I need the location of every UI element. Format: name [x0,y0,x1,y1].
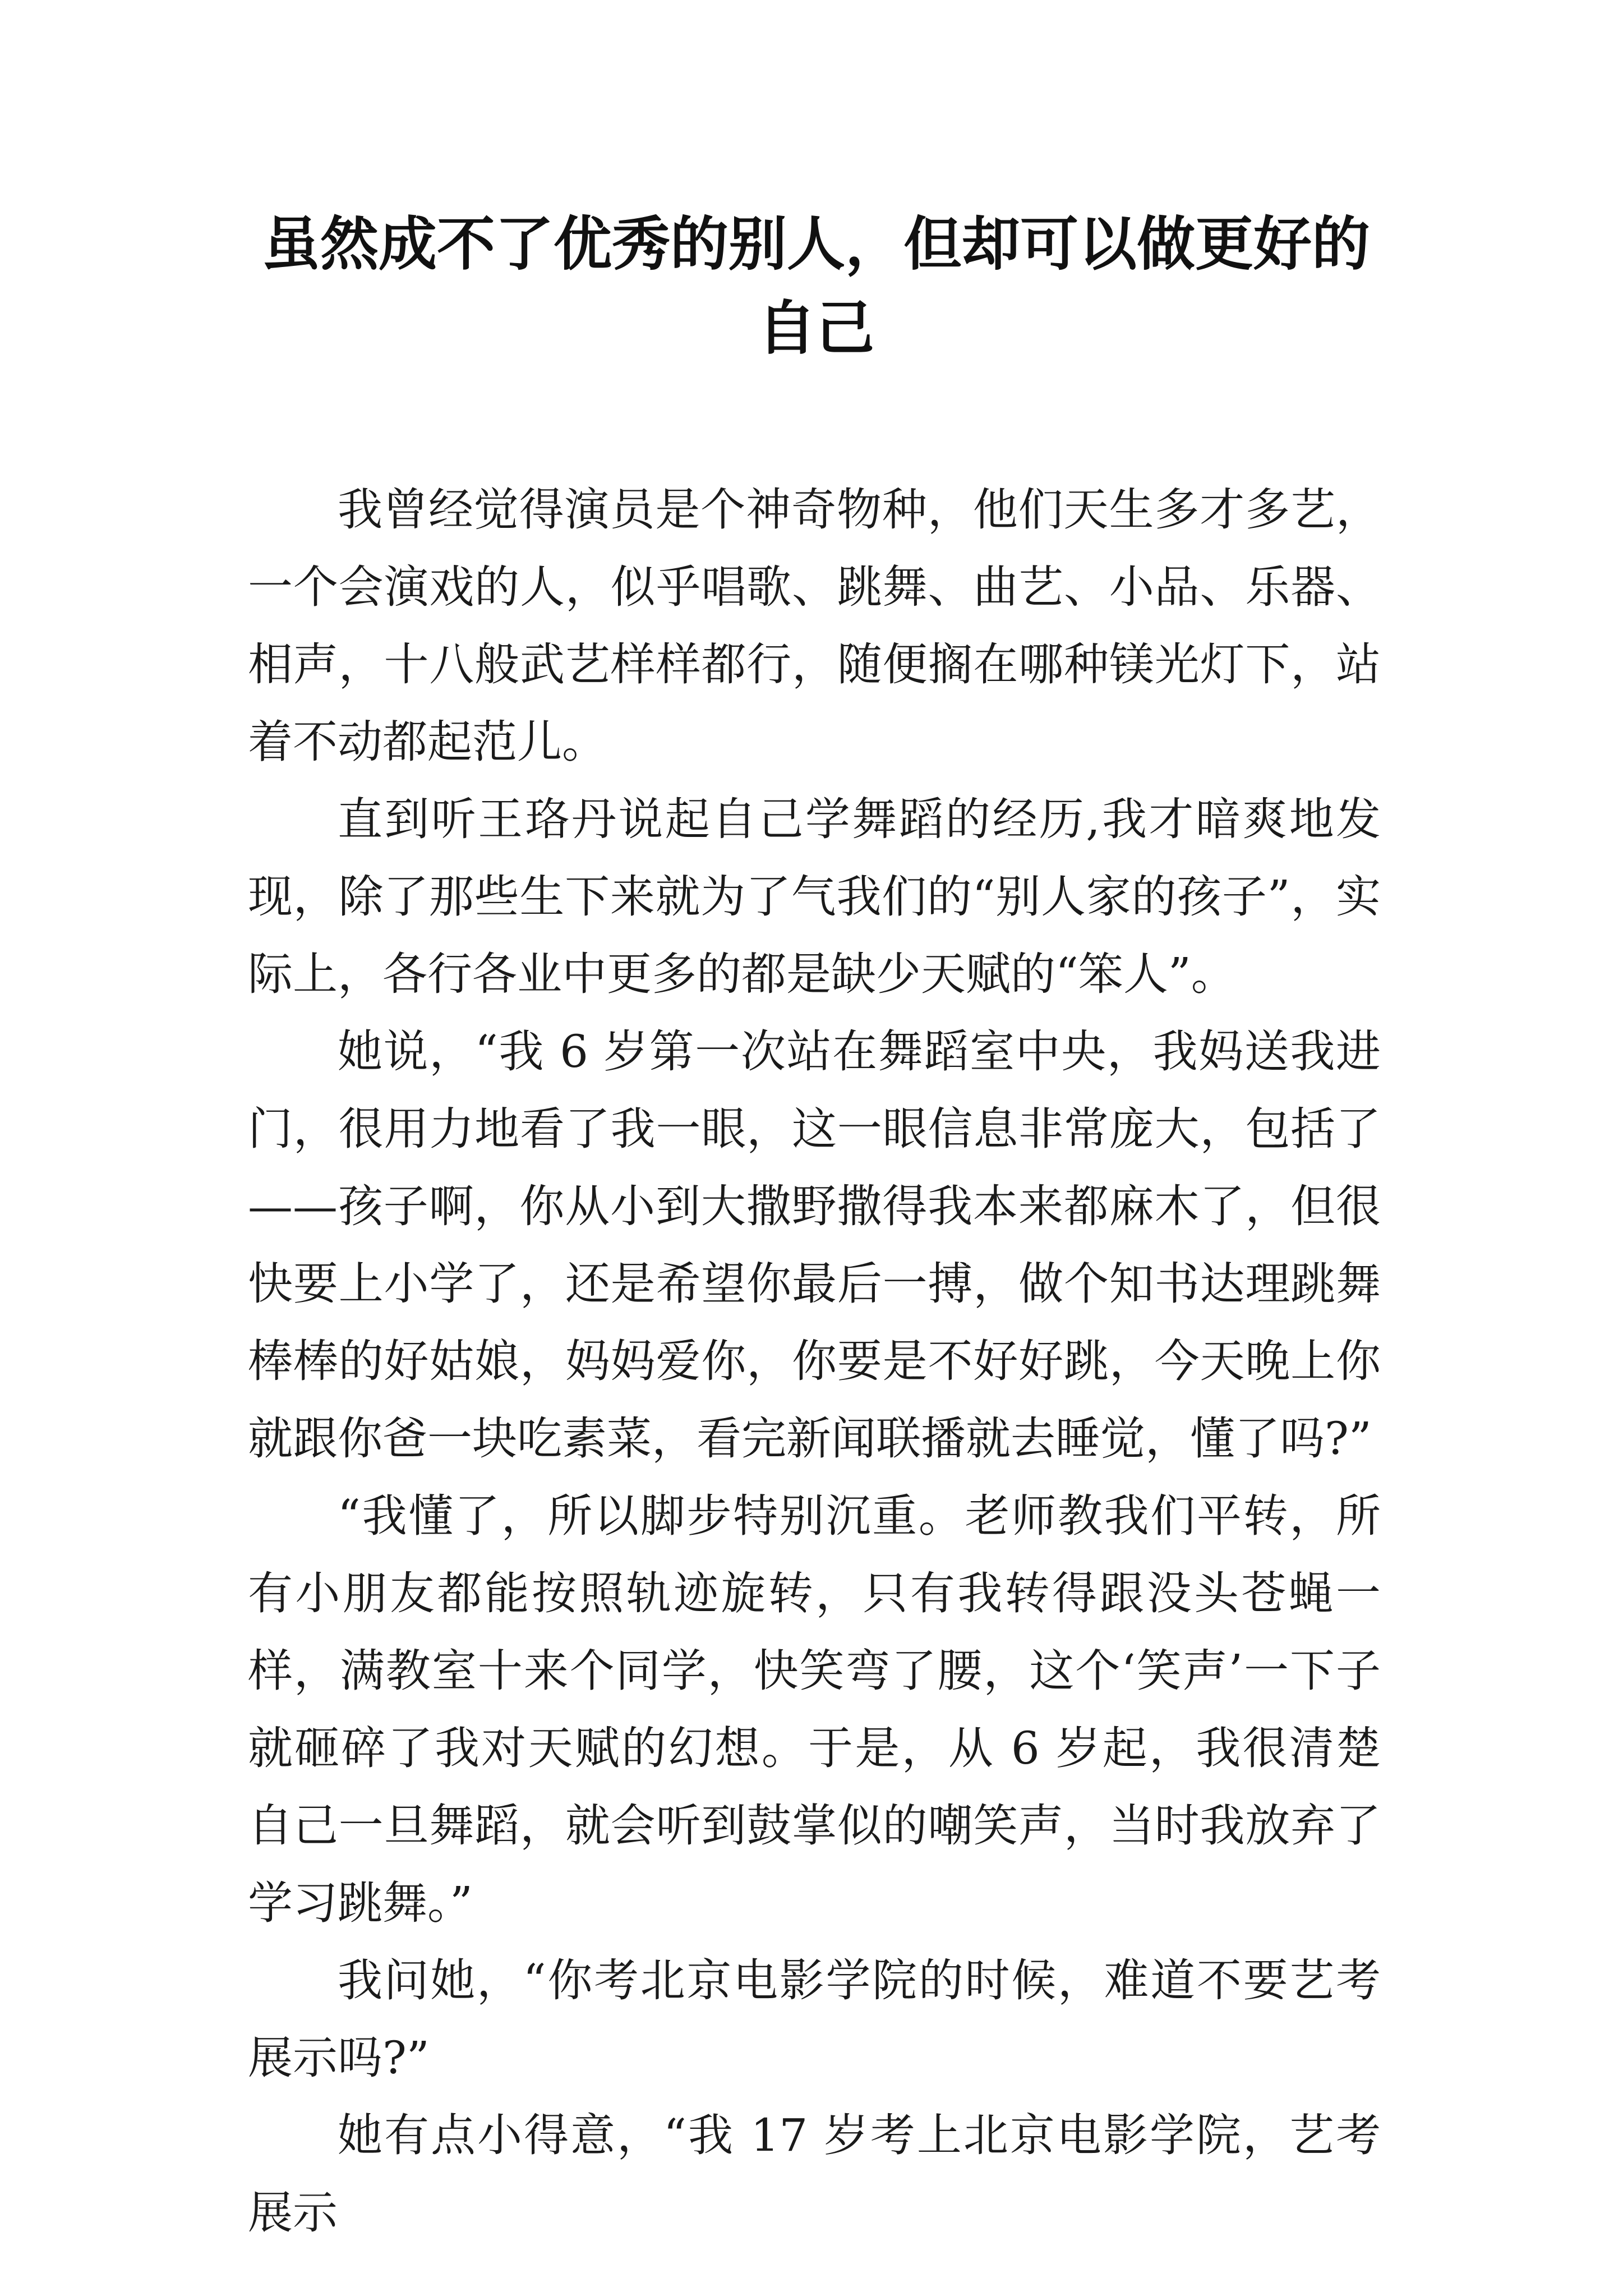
document-title: 虽然成不了优秀的别人，但却可以做更好的自己 [261,209,1370,362]
paragraph: 直到听王珞丹说起自己学舞蹈的经历,我才暗爽地发现，除了那些生下来就为了气我们的“别人家的孩子”，实际上，各行各业中更多的都是缺少天赋的“笨人”。 [248,793,1381,1000]
document-body [248,471,1381,2252]
paragraph: 她有点小得意，“我 17 岁考上北京电影学院，艺考展示 [248,2109,1381,2239]
paragraph: 我曾经觉得演员是个神奇物种，他们天生多才多艺，一个会演戏的人，似乎唱歌、跳舞、曲艺、小品、乐器、相声，十八般武艺样样都行，随便搁在哪种镁光灯下，站着不动都起范儿。 [248,484,1381,768]
paragraph: 她说，“我 6 岁第一次站在舞蹈室中央，我妈送我进门，很用力地看了我一眼，这一眼信息非常庞大，包括了——孩子啊，你从小到大撒野撒得我本来都麻木了，但很快要上小学了，还是希望你最后一搏，做个知书达理跳舞棒棒的好姑娘，妈妈爱你，你要是不好好跳，今天晚上你就跟你爸一块吃素菜，看完新闻联播就去睡觉，懂了吗?” [248,1025,1381,1465]
paragraph: “我懂了，所以脚步特别沉重。老师教我们平转，所有小朋友都能按照轨迹旋转，只有我转得跟没头苍蝇一样，满教室十来个同学，快笑弯了腰，这个‘笑声’一下子就砸碎了我对天赋的幻想。于是，从 6 岁起，我很清楚自己一旦舞蹈，就会听到鼓掌似的嘲笑声，当时我放弃了学习跳舞。” [248,1490,1381,1929]
paragraph: 我问她，“你考北京电影学院的时候，难道不要艺考展示吗?” [248,1954,1381,2084]
